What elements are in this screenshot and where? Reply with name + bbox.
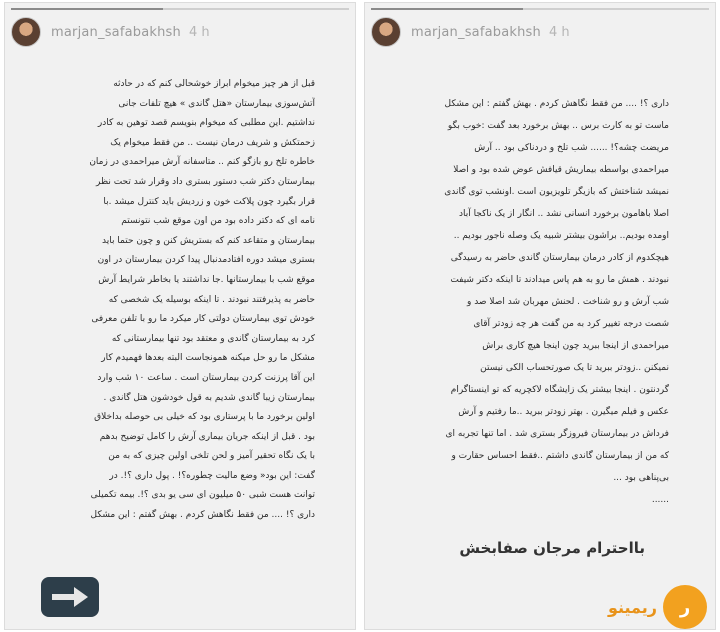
story-text-line: زحمتکش و شریف درمان نیست .. من فقط میخوام یک [110,137,315,148]
watermark-logo [608,585,707,629]
story-text-block [41,75,315,526]
story-text-line: مریضت چشه؟! ...... شب تلخ و دردناکی بود .. آرش [474,143,669,153]
story-text-line: بی‌پناهی بود ... [613,473,669,483]
story-text-line: نامه ای که دکتر داده بود من اون موقع شب نتونستم [121,216,315,227]
story-text-line: ماست تو به کارت برس .. بهش برخورد بعد گفت :خوب بگو [447,121,669,131]
story-text-line: که من از بیمارستان گاندی داشتم ..فقط احساس حقارت و [451,451,669,461]
story-text-line: قبل از هر چیز میخوام ابراز خوشحالی کنم که در حادثه [113,79,315,89]
arrow-right-icon [50,585,90,609]
story-text-line: بیمارستان دکتر شب دستور بستری داد وقرار شد تحت نظر [96,176,315,187]
story-text-line: اولین برخورد ما با پرستاری بود که خیلی بی حوصله بداخلاق [94,412,315,423]
story-username[interactable]: marjan_safabakhsh [411,24,541,40]
story-text-line: اومده بودیم.. براشون بیشتر شبیه یک وصله ناجور بودیم .. [453,231,669,241]
story-text-line: شصت درجه تغییر کرد به من گفت هر چه زودتر آقای [473,319,669,329]
story-text-line: بستری میشد دوره افتادمدنبال پیدا کردن بیمارستان در اون [97,255,315,266]
story-progress-bar [11,8,349,10]
story-progress-bar [371,8,709,10]
story-text-line: نداشتیم .این مطلبی که میخوام بنویسم قصد توهین به کادر [97,118,315,129]
story-text-line: خاطره تلخ رو بازگو کنم .. متاسفانه آرش میراحمدی در زمان [89,157,315,168]
story-text-line: هیچکدوم از کادر درمان بیمارستان گاندی حاضر به رسیدگی [450,253,669,263]
story-text-line: فرداش در بیمارستان فیروزگر بستری شد . اما تنها تجربه ای [445,429,669,439]
signature-text: بااحترام مرجان صفابخش [459,539,645,557]
story-panel-left [4,2,356,630]
story-text-line: مشکل ما رو حل میکنه همونجاست البته بعدها فهمیدم کار [101,353,315,364]
story-text-line: گردنتون . اینجا بیشتر یک زایشگاه لاکچریه که تو اینستاگرام [450,385,669,395]
story-text-line: میراحمدی از اینجا ببرید چون اینجا هیچ کاری براش [482,341,669,351]
story-text-line: داری ؟! .... من فقط نگاهش کردم . بهش گفتم : این مشکل [444,99,669,109]
avatar[interactable] [371,17,401,47]
story-text-line: عکس و فیلم میگیرن . بهتر زودتر ببرید ..ما رفتیم و آرش [458,407,669,417]
story-text-line: نمیکنن ..زودتر ببرید تا یک صورتحساب الکی نیستن [480,363,669,373]
next-story-button[interactable] [41,577,99,617]
watermark-mark-icon [663,585,707,629]
story-text-line: بیمارستان و متقاعد کنم که بستریش کنن و چون حتما باید [101,235,315,246]
story-header [371,15,709,49]
watermark-text: ریمینو [607,597,657,617]
story-text-line: حاضر به پذیرفتند نبودند . تا اینکه بوسیله یک شخصی که [108,294,315,305]
story-header [11,15,349,49]
story-text-line: داری ؟! .... من فقط نگاهش کردم . بهش گفتم : این مشکل [90,510,315,521]
story-text-line: نمیشد شناختش که بازیگر تلویزیون است .اونشب توی گاندی [444,187,669,197]
story-text-block [409,93,669,511]
story-text-line: با یک نگاه تحقیر آمیز و لحن تلخی اولین چیزی که به من [108,451,315,462]
story-text-line: بود . قبل از اینکه جریان بیماری آرش را کامل توضیح بدهم [99,431,315,442]
story-text-line: موقع شب با بیمارستانها .جا نداشتند یا بخاطر شرایط آرش [98,274,315,285]
story-text-line: شب آرش و رو شناخت . لحنش مهربان شد اصلا صد و [466,297,669,307]
story-timestamp: 4 h [188,24,210,40]
story-progress-fill [11,8,163,10]
story-text-line: ...... [651,495,669,505]
story-text-line: خودش توی بیمارستان دولتی کار میکرد ما رو با تلفن معرفی [91,314,315,325]
story-progress-fill [371,8,523,10]
story-text-line: گفت: این بود« وضع مالیت چطوره؟! . پول داری ؟!. در [109,470,315,481]
story-text-line: اصلا باهامون برخورد انسانی نشد .. انگار از یک ناکجا آباد [458,209,669,219]
watermark-mark-letter: ر [679,596,691,618]
story-text-line: میراحمدی بواسطه بیماریش قیافش عوض شده بود و اصلا [453,165,669,175]
story-text-line: بیمارستان زیبا گاندی شدیم به قول خودشون هتل گاندی . [103,392,315,403]
story-timestamp: 4 h [548,24,570,40]
avatar[interactable] [11,17,41,47]
story-text-line: آتش‌سوزی بیمارستان «هتل گاندی » هیچ تلفات جانی [118,98,315,109]
story-text-line: نبودند . همش ما رو به هم پاس میدادند تا اینکه دکتر شیفت [450,275,669,285]
story-panel-right [364,2,716,630]
story-text-line: توانت هست شبی ۵۰ میلیون ای سی یو بدی ؟!. بیمه تکمیلی [90,490,315,501]
story-username[interactable]: marjan_safabakhsh [51,24,181,40]
story-text-line: کرد به بیمارستان گاندی و معتقد بود تنها بیمارستانی که [111,333,315,344]
story-text-line: این آقا پرزنت کردن بیمارستان است . ساعت ۱۰ شب وارد [97,372,315,383]
story-text-line: قرار بگیرد چون پلاکت خون و زردیش باید کنترل میشد .با [103,196,315,207]
